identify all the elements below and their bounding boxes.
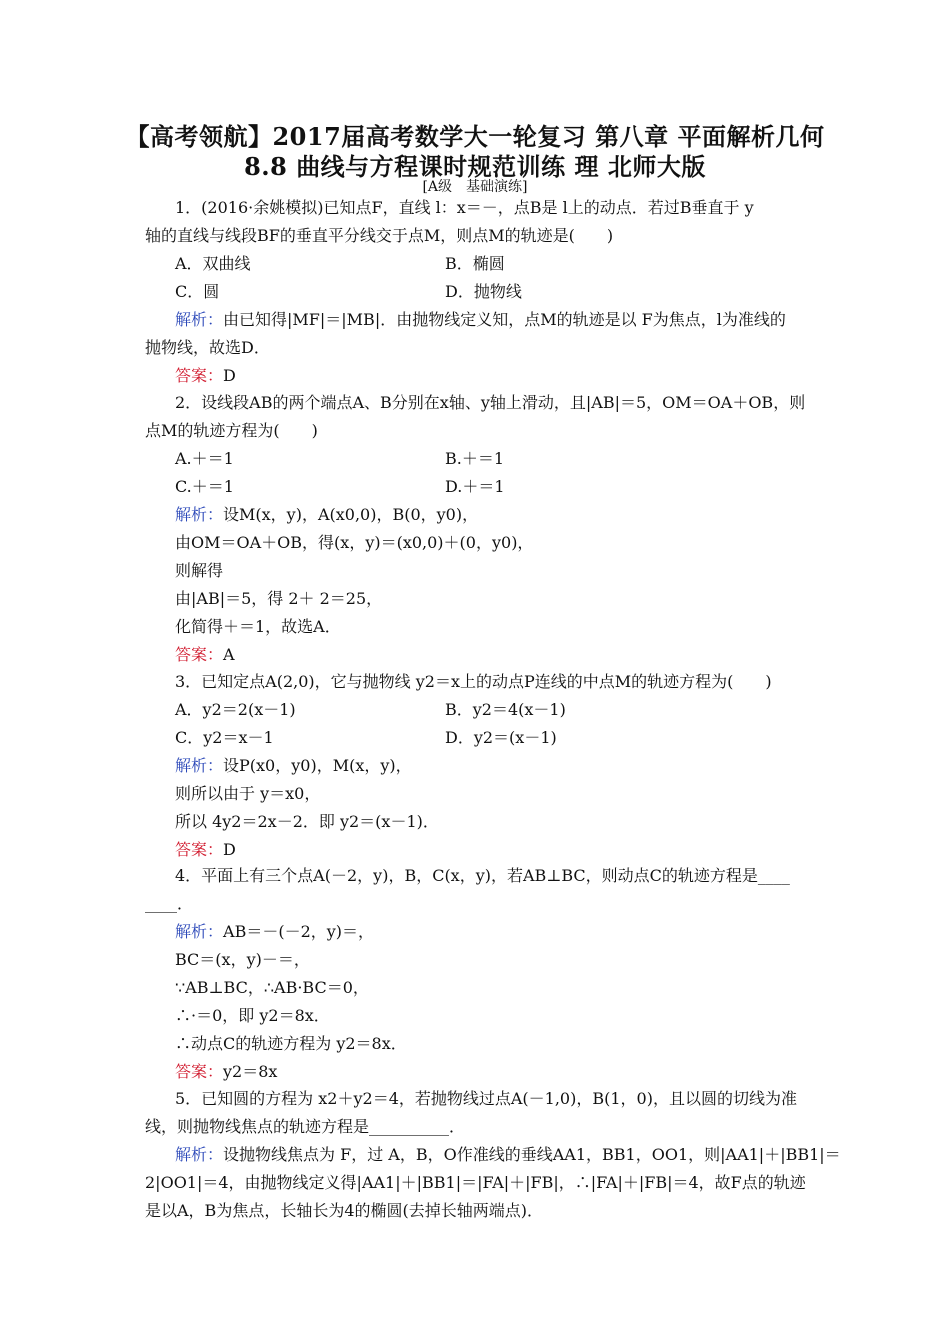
q3-explanation-text: 设P(x0，y0)，M(x，y)， <box>223 756 412 775</box>
q1-answer-value: D <box>223 366 236 385</box>
q3-answer <box>175 840 236 860</box>
q4-answer-value: y2＝8x <box>223 1062 278 1081</box>
q3-option-c: C．y2＝x－1 <box>175 728 274 747</box>
q3-explanation-line3: 所以 4y2＝2x－2．即 y2＝(x－1)． <box>175 812 439 831</box>
q1-stem-line1: 1．(2016·余姚模拟)已知点F，直线 l：x＝－，点B是 l上的动点．若过B垂直于 y <box>175 198 754 217</box>
q1-option-b: B．椭圆 <box>445 254 505 273</box>
q4-answer-label: 答案： <box>175 1062 224 1081</box>
q1-option-a: A．双曲线 <box>175 254 251 273</box>
q1-answer <box>175 366 236 386</box>
q3-answer-label: 答案： <box>175 840 224 859</box>
q2-explanation-line1 <box>175 505 478 525</box>
q1-stem-line2: 轴的直线与线段BF的垂直平分线交于点M，则点M的轨迹是( ) <box>145 226 614 245</box>
q2-explanation-line5: 化简得＋＝1，故选A． <box>175 617 341 636</box>
section-subtitle: [A级 基础演练] <box>422 179 528 195</box>
q3-option-a: A．y2＝2(x－1) <box>175 700 296 719</box>
q4-explanation-label: 解析： <box>175 922 224 941</box>
q3-stem-line1: 3．已知定点A(2,0)，它与抛物线 y2＝x上的动点P连线的中点M的轨迹方程为( ) <box>175 672 772 691</box>
q1-explanation-line2: 抛物线，故选D． <box>145 338 270 357</box>
q4-answer <box>175 1062 277 1082</box>
q5-explanation-line1 <box>175 1145 841 1165</box>
q1-option-d: D．抛物线 <box>445 282 522 301</box>
q2-explanation-label: 解析： <box>175 505 224 524</box>
q1-explanation-label: 解析： <box>175 310 224 329</box>
q2-option-a: A.＋＝1 <box>175 449 234 468</box>
q1-option-c: C．圆 <box>175 282 220 301</box>
q3-answer-value: D <box>223 840 236 859</box>
q2-stem-line1: 2．设线段AB的两个端点A、B分别在x轴、y轴上滑动，且|AB|＝5，OM＝OA＋OB，则 <box>175 393 806 412</box>
q5-explanation-text: 设抛物线焦点为 F，过 A，B，O作准线的垂线AA1，BB1，OO1，则|AA1|＋|BB1|＝ <box>223 1145 841 1164</box>
q5-explanation-label: 解析： <box>175 1145 224 1164</box>
q2-explanation-text: 设M(x，y)，A(x0,0)，B(0，y0)， <box>223 505 479 524</box>
q4-stem-line1: 4．平面上有三个点A(－2，y)，B，C(x，y)，若AB⊥BC，则动点C的轨迹方程是____ <box>175 866 790 885</box>
q5-stem-line1: 5．已知圆的方程为 x2＋y2＝4，若抛物线过点A(－1,0)，B(1，0)，且以圆的切线为准 <box>175 1089 797 1108</box>
q5-explanation-line3: 是以A，B为焦点，长轴长为4的椭圆(去掉长轴两端点)． <box>145 1201 543 1220</box>
q2-option-b: B.＋＝1 <box>445 449 505 468</box>
q5-explanation-line2: 2|OO1|＝4，由抛物线定义得|AA1|＋|BB1|＝|FA|＋|FB|，∴|FA|＋|FB|＝4，故F点的轨迹 <box>145 1173 806 1192</box>
q2-answer <box>175 645 235 665</box>
q5-stem-line2: 线，则抛物线焦点的轨迹方程是__________． <box>145 1117 466 1136</box>
q2-answer-value: A <box>223 645 235 664</box>
document-title-line2: 8.8 曲线与方程课时规范训练 理 北师大版 <box>244 152 706 181</box>
q1-answer-label: 答案： <box>175 366 224 385</box>
q4-explanation-text: AB＝－(－2，y)＝， <box>223 922 375 941</box>
q3-explanation-line1 <box>175 756 412 776</box>
q3-explanation-line2: 则所以由于 y＝x0， <box>175 784 321 803</box>
q4-stem-line2: ____． <box>145 894 194 913</box>
q2-stem-line2: 点M的轨迹方程为( ) <box>145 421 318 440</box>
q3-option-d: D．y2＝(x－1) <box>445 728 557 747</box>
q4-explanation-line2: BC＝(x，y)－＝， <box>175 950 310 969</box>
q1-explanation-line1 <box>175 310 786 330</box>
q2-option-d: D.＋＝1 <box>445 477 505 496</box>
q2-explanation-line3: 则解得 <box>175 561 224 580</box>
q1-explanation-text: 由已知得|MF|＝|MB|．由抛物线定义知，点M的轨迹是以 F为焦点，l为准线的 <box>223 310 786 329</box>
document-title-line1: 【高考领航】2017届高考数学大一轮复习 第八章 平面解析几何 <box>125 122 825 151</box>
q4-explanation-line3: ∵AB⊥BC，∴AB·BC＝0， <box>175 978 369 997</box>
q2-explanation-line4: 由|AB|＝5，得 2＋ 2＝25， <box>175 589 383 608</box>
q4-explanation-line5: ∴动点C的轨迹方程为 y2＝8x． <box>175 1034 407 1053</box>
q2-option-c: C.＋＝1 <box>175 477 234 496</box>
q4-explanation-line1 <box>175 922 374 942</box>
q3-explanation-label: 解析： <box>175 756 224 775</box>
q2-explanation-line2: 由OM＝OA＋OB，得(x，y)＝(x0,0)＋(0，y0)， <box>175 533 534 552</box>
q3-option-b: B．y2＝4(x－1) <box>445 700 566 719</box>
q2-answer-label: 答案： <box>175 645 224 664</box>
q4-explanation-line4: ∴·＝0，即 y2＝8x． <box>175 1006 330 1025</box>
